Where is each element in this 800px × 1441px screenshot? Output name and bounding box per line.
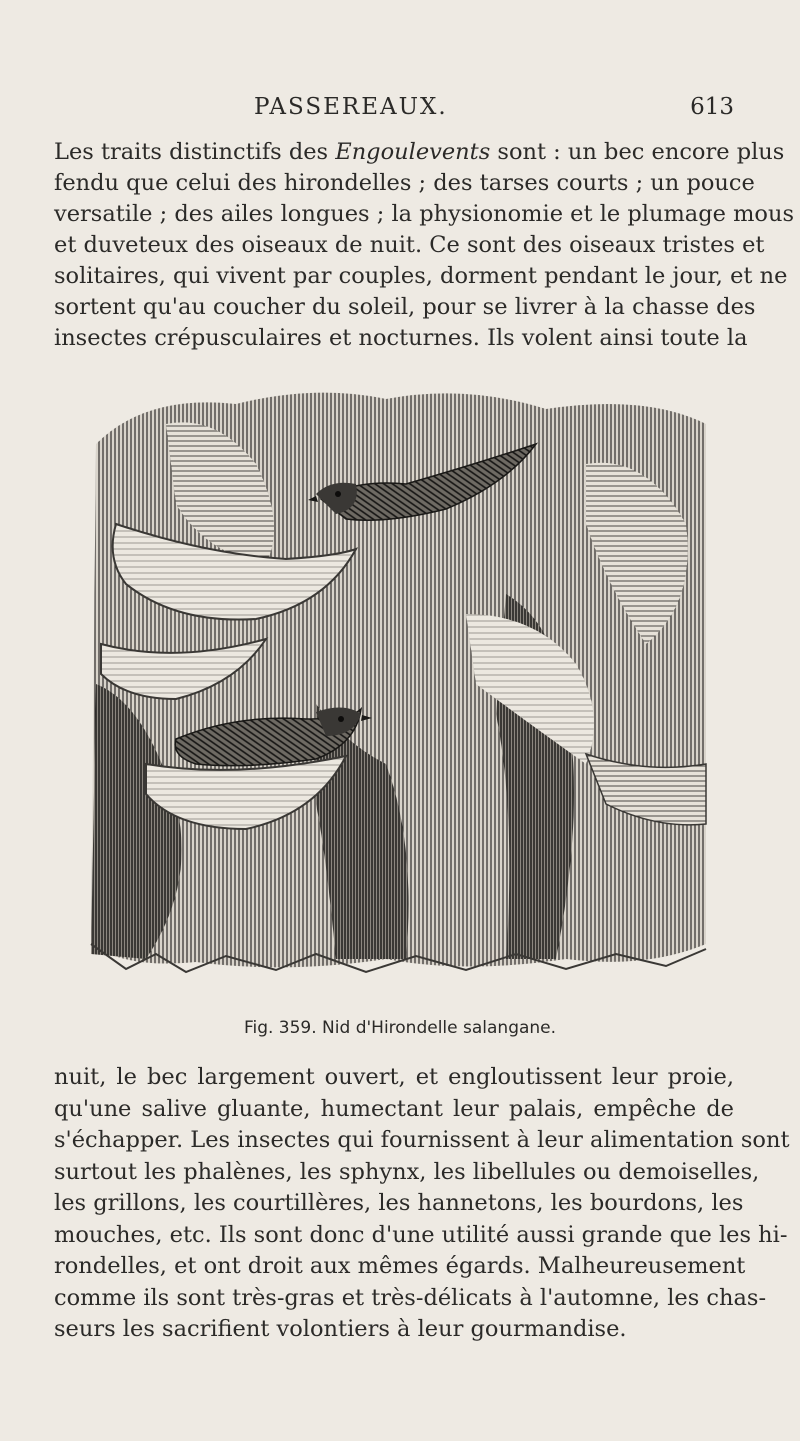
text-line: versatile ; des ailes longues ; la physionomie et le plumage mous	[54, 201, 794, 227]
text-line: nuit, le bec largement ouvert, et engloutissent leur proie,	[54, 1064, 734, 1090]
page-number: 613	[690, 94, 734, 120]
text-line: sortent qu'au coucher du soleil, pour se livrer à la chasse des	[54, 294, 756, 320]
text-line: mouches, etc. Ils sont donc d'une utilité aussi grande que les hi-	[54, 1221, 788, 1248]
paragraph-1	[54, 137, 794, 354]
running-head: PASSEREAUX.	[254, 94, 448, 120]
text-line: comme ils sont très-gras et très-délicats à l'automne, les chas-	[54, 1284, 767, 1311]
text-line: insectes crépusculaires et nocturnes. Ils volent ainsi toute la	[54, 325, 748, 351]
text-line: les grillons, les courtillères, les hannetons, les bourdons, les	[54, 1190, 744, 1216]
paragraph-2	[54, 1062, 790, 1346]
text-line: fendu que celui des hirondelles ; des tarses courts ; un pouce	[54, 170, 755, 196]
text-line: seurs les sacrifient volontiers à leur gourmandise.	[54, 1316, 627, 1342]
text-line: rondelles, et ont droit aux mêmes égards. Malheureusement	[54, 1253, 746, 1279]
engraving-swiftlet-nest	[86, 384, 711, 974]
text-line: Les traits distinctifs des Engoulevents sont : un bec encore plus	[54, 139, 785, 165]
emphasis-engoulevents: Engoulevents	[335, 139, 491, 165]
text-line: s'échapper. Les insectes qui fournissent à leur alimentation sont	[54, 1127, 790, 1153]
text-line: surtout les phalènes, les sphynx, les libellules ou demoiselles,	[54, 1158, 760, 1185]
text-line: solitaires, qui vivent par couples, dorment pendant le jour, et ne	[54, 263, 788, 289]
figure-caption: Fig. 359. Nid d'Hirondelle salangane.	[243, 1018, 557, 1038]
text-line: qu'une salive gluante, humectant leur palais, empêche de	[54, 1095, 734, 1122]
page-header	[54, 94, 734, 126]
text-line: et duveteux des oiseaux de nuit. Ce sont des oiseaux tristes et	[54, 232, 765, 258]
